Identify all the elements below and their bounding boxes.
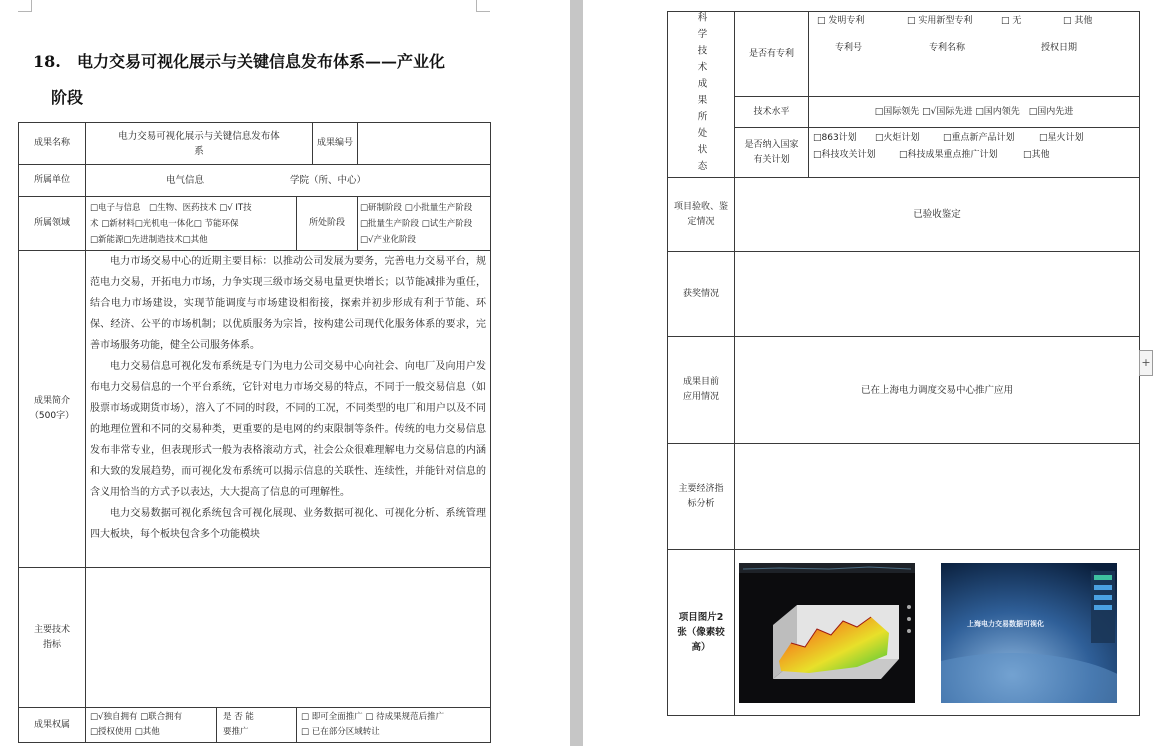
rights-label: 成果权属 [19,708,86,743]
patent-columns [809,31,1139,56]
economic-label-line: 主要经济指 [678,483,724,494]
patent-options [809,12,1139,31]
photos-label [668,550,735,716]
patent-cell [809,12,1140,97]
promo-options-line: □ 即可全面推广 □ 待成果规范后推广 [301,712,445,722]
stage-label: 所处阶段 [297,197,358,251]
section-heading [33,44,493,116]
promo-label [217,708,297,743]
left-page [0,0,570,746]
awards-label: 获奖情况 [668,252,735,337]
page-gutter [570,0,583,746]
promo-label-line: 是 否 能 [223,712,254,722]
photos-label-line: 张（像素较 [677,627,725,638]
tech-label-line: 主要技术 [33,624,70,635]
awards-value [735,252,1140,337]
heading-line-1: 电力交易可视化展示与关键信息发布体系——产业化 [77,52,446,71]
patent-option: □ 其他 [1063,16,1093,26]
intro-paragraph: 电力交易信息可视化发布系统是专门为电力公司交易中心向社会、向电厂及向用户发布电力交易信息的一个平台系统，它针对电力市场交易的特点，不同于一般交易信息（如股票市场或期货市场），溶入了不同的时段，不同的工况，不同类型的电厂和用户以及不同的地理位置和不同的交易种类，更重要的是电网的约束限制等条件。传统的电力交易信息发布非常专业，但表现形式一般为表格滚动方式，社会公众很难理解电力交易信息的内涵和大致的发展趋势，而可视化发布系统可以揭示信息的关联性、连续性，并能针对信息的含义用恰当的方式予以表达，大大提高了信息的可理解性。 [90,361,487,498]
status-label: 科学技术成果所处状态 [695,12,707,177]
project-photo-3d-surface [739,563,915,703]
number-label: 成果编号 [313,123,358,165]
intro-paragraph: 电力交易数据可视化系统包含可视化展现、业务数据可视化、可视化分析、系统管理四大板块，每个板块包含多个功能模块 [90,508,487,540]
national-plan-label-line: 是否纳入国家 [744,139,799,150]
patent-option: □ 发明专利 [817,16,865,26]
unit-label: 所属单位 [19,165,86,197]
status-label-cell [668,12,735,178]
patent-column: 授权日期 [1041,43,1078,53]
stage-options [358,197,491,251]
application-label-line: 应用情况 [682,392,719,402]
promo-options [297,708,491,743]
intro-label [19,251,86,568]
photos-label-line: 项目图片2 [678,612,724,623]
intro-label-line: （500字） [29,411,75,421]
rights-options [86,708,217,743]
plan-option: □火炬计划 [875,133,920,143]
plan-option: □科技攻关计划 [813,150,876,160]
unit-value: 电气信息 [166,175,205,186]
patent-option: □ 无 [1001,16,1022,26]
promo-label-line: 要推广 [223,727,249,737]
surface-plot-image [739,563,915,703]
unit-suffix: 学院（所、中心） [290,175,367,186]
rights-options-line: □√独自拥有 □联合拥有 [90,712,183,722]
name-label: 成果名称 [19,123,86,165]
economic-label-line: 标分析 [687,498,715,509]
plan-option: □863计划 [813,133,857,143]
application-value: 已在上海电力调度交易中心推广应用 [735,337,1140,444]
plan-option: □星火计划 [1039,133,1084,143]
field-options-line: 术 □新材料□光机电一体化□ 节能环保 [90,218,239,229]
application-label-line: 成果目前 [682,377,719,387]
photos-cell [735,550,1140,716]
project-photo-dashboard [941,563,1117,703]
dashboard-image [941,563,1117,703]
patent-label: 是否有专利 [735,12,809,97]
stage-options-line: □研制阶段 □小批量生产阶段 [360,202,473,213]
economic-label [668,444,735,550]
achievement-form-right [667,11,1140,716]
plan-option: □其他 [1023,150,1050,160]
national-plan-options-line [813,147,1135,164]
national-plan-label-line: 有关计划 [753,154,790,165]
national-plan-options [809,128,1140,178]
photos-label-line: 高） [691,642,711,653]
tech-value [86,568,491,708]
margin-corner-mark [476,0,490,12]
field-options [86,197,297,251]
tech-label-line: 指标 [42,639,61,650]
margin-corner-mark [18,0,32,12]
tech-label [19,568,86,708]
tech-level-options: □国际领先 □√国际先进 □国内领先 □国内先进 [809,97,1140,128]
name-value: 电力交易可视化展示与关键信息发布体系 [86,123,313,165]
dashboard-caption: 上海电力交易数据可视化 [967,619,1044,628]
acceptance-label-line: 定情况 [687,216,715,227]
field-options-line: □电子与信息 □生物、医药技术 □√ IT技 [90,202,252,213]
national-plan-label [735,128,809,178]
number-value [358,123,491,165]
plan-option: □重点新产品计划 [943,133,1015,143]
stage-options-line: □√产业化阶段 [360,234,416,245]
application-label [668,337,735,444]
economic-value [735,444,1140,550]
right-page [583,0,1154,746]
intro-paragraph: 电力市场交易中心的近期主要目标：以推动公司发展为要务，完善电力交易平台，规范电力交易，开拓电力市场，力争实现三级市场交易电量更快增长；以节能减排为重任，结合电力市场建设，实现节能调度与市场建设相衔接，探索并初步形成有利于节能、环保、经济、公平的市场机制；以优质服务为宗旨，按构建公司现代化服务体系的要求，完善市场服务功能，健全公司服务体系。 [90,256,487,351]
section-number: 18. [33,52,61,71]
acceptance-value: 已验收鉴定 [735,178,1140,252]
achievement-form-left [18,122,491,743]
patent-option: □ 实用新型专利 [907,16,973,26]
plan-option: □科技成果重点推广计划 [899,150,998,160]
unit-value-cell [86,165,491,197]
acceptance-label-line: 项目验收、鉴 [673,201,728,212]
field-options-line: □新能源□先进制造技术□其他 [90,234,208,245]
tech-level-label: 技术水平 [735,97,809,128]
patent-column: 专利名称 [929,43,966,53]
heading-line-2: 阶段 [51,88,84,107]
stage-options-line: □批量生产阶段 □试生产阶段 [360,218,473,229]
field-label: 所属领域 [19,197,86,251]
intro-text [86,251,491,568]
intro-label-line: 成果简介 [33,396,70,406]
patent-column: 专利号 [835,43,863,53]
promo-options-line: □ 已在部分区域转让 [301,727,380,737]
national-plan-options-line [813,130,1135,147]
rights-options-line: □授权使用 □其他 [90,727,160,737]
expand-handle[interactable]: + [1139,350,1153,376]
acceptance-label [668,178,735,252]
